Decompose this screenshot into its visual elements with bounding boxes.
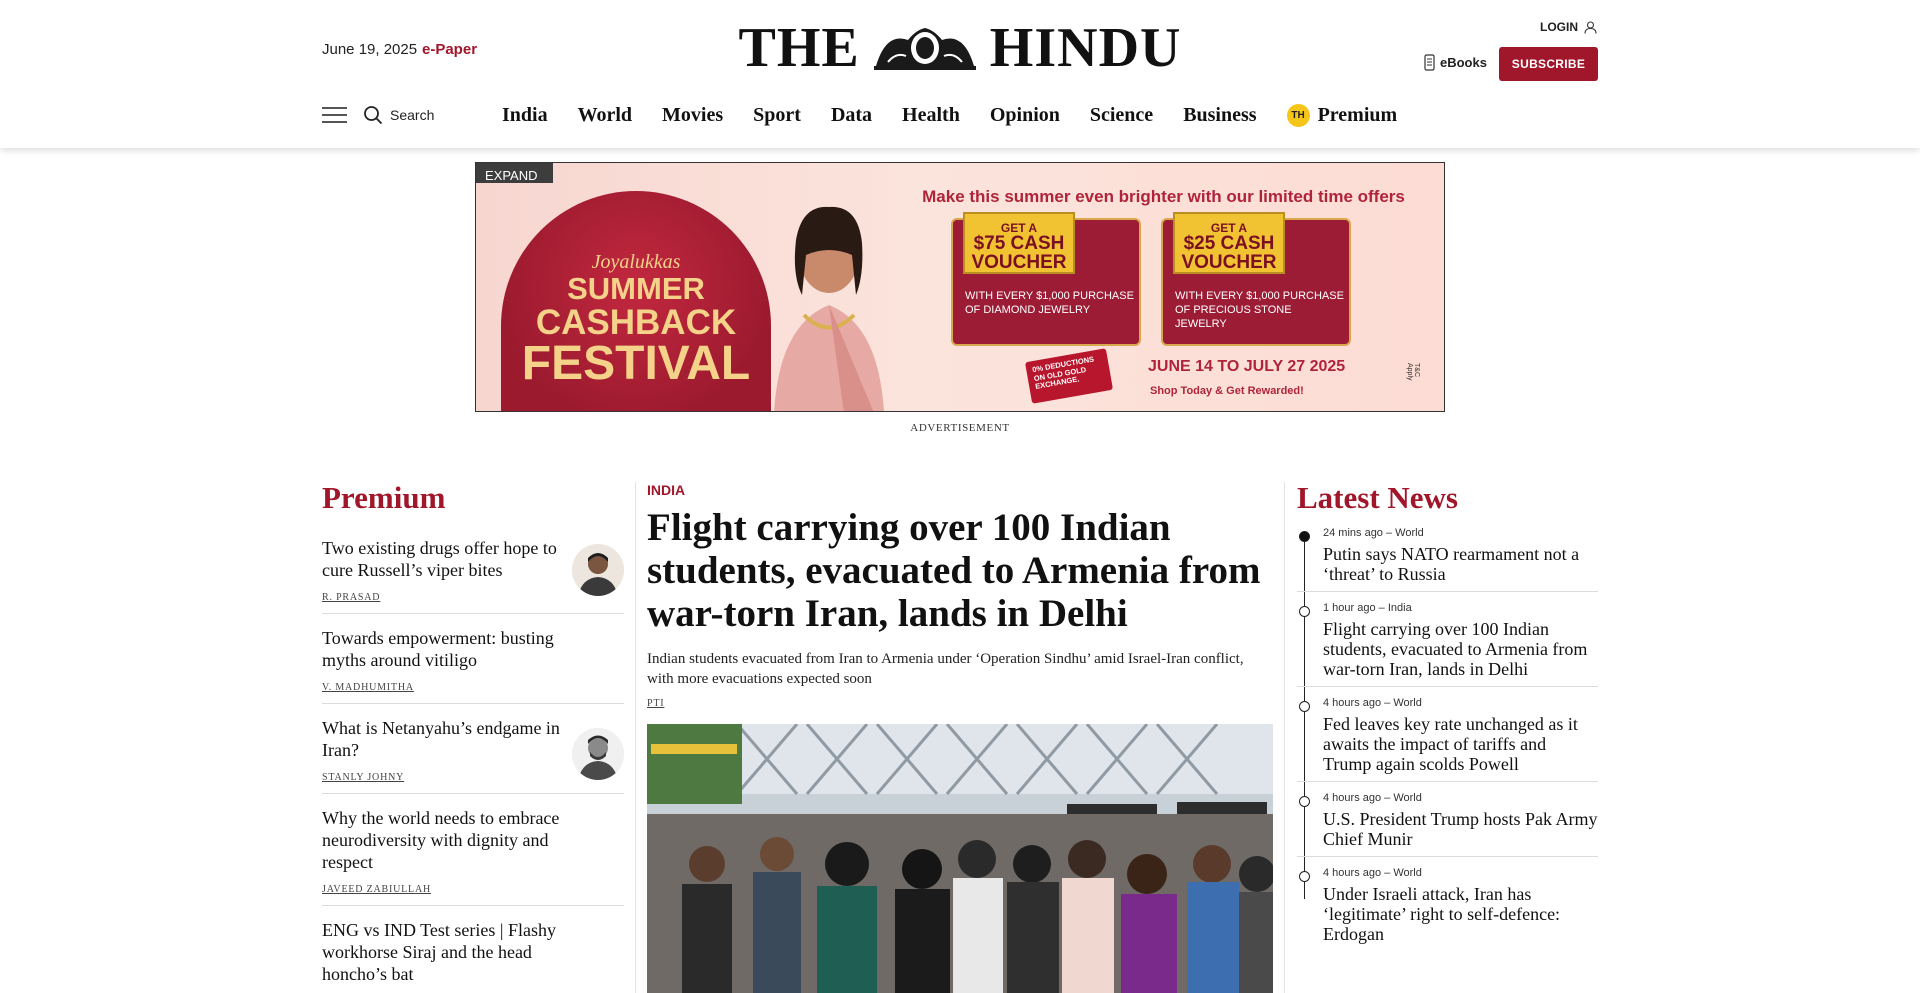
timeline-dot-icon xyxy=(1299,531,1310,542)
premium-article-title[interactable]: Two existing drugs offer hope to cure Russell’s viper bites xyxy=(322,538,557,580)
menu-icon[interactable] xyxy=(322,107,347,123)
site-header xyxy=(0,0,1920,148)
ebooks-link[interactable] xyxy=(1424,54,1487,71)
nav-premium-label: Premium xyxy=(1317,103,1398,126)
timeline-dot-icon xyxy=(1299,796,1310,807)
news-meta: 24 mins ago – World xyxy=(1323,527,1424,539)
lead-photo xyxy=(647,724,1273,993)
premium-section xyxy=(322,480,624,993)
ad-tagline: Make this summer even brighter with our limited time offers xyxy=(922,187,1405,206)
user-icon xyxy=(1584,21,1597,34)
nav-data[interactable]: Data xyxy=(830,103,873,126)
current-date: June 19, 2025 xyxy=(322,41,418,58)
epaper-link[interactable]: e-Paper xyxy=(422,41,478,58)
news-title[interactable]: U.S. President Trump hosts Pak Army Chief Munir xyxy=(1323,809,1598,849)
premium-article-author[interactable]: R. PRASAD xyxy=(322,592,381,603)
nav-premium[interactable] xyxy=(1287,104,1398,127)
timeline-dot-icon xyxy=(1299,701,1310,712)
news-title[interactable]: Fed leaves key rate unchanged as it awaits the impact of tariffs and Trump again scolds Powell xyxy=(1323,714,1578,774)
premium-article xyxy=(322,704,624,794)
premium-article xyxy=(322,906,624,993)
nav-health[interactable]: Health xyxy=(902,103,960,126)
search-label: Search xyxy=(390,107,435,123)
ad-terms: T&C Apply xyxy=(1406,363,1420,381)
premium-article-author[interactable]: JAVEED ZABIULLAH xyxy=(322,884,431,895)
ad-dates: JUNE 14 TO JULY 27 2025 xyxy=(1148,358,1346,375)
latest-news-item xyxy=(1297,697,1598,782)
nav-world[interactable]: World xyxy=(577,103,633,126)
voucher-25-top: GET A xyxy=(1210,221,1248,235)
news-meta: 4 hours ago – World xyxy=(1323,697,1422,709)
lead-headline[interactable]: Flight carrying over 100 Indian students, evacuated to Armenia from war-torn Iran, lands in Delhi xyxy=(647,506,1261,635)
latest-news-list xyxy=(1297,527,1598,951)
timeline-dot-icon xyxy=(1299,606,1310,617)
news-title[interactable]: Flight carrying over 100 Indian students, evacuated to Armenia from war-torn Iran, lands in Delhi xyxy=(1323,619,1588,679)
news-meta: 4 hours ago – World xyxy=(1323,867,1422,879)
search-button[interactable] xyxy=(363,105,434,125)
voucher-25-word: VOUCHER xyxy=(1181,252,1277,273)
subscribe-button[interactable]: SUBSCRIBE xyxy=(1499,47,1598,81)
avatar-image xyxy=(572,544,624,596)
premium-article-author[interactable]: V. MADHUMITHA xyxy=(322,682,414,693)
emblem-icon xyxy=(866,22,984,74)
ad-ribbon: 0% DEDUCTIONS ON OLD GOLD EXCHANGE. xyxy=(1025,348,1113,404)
nav-science[interactable]: Science xyxy=(1089,103,1154,126)
ad-brand: Joyalukkas xyxy=(591,251,681,273)
ebook-icon xyxy=(1424,54,1435,71)
premium-article xyxy=(322,794,624,906)
latest-news-item xyxy=(1297,527,1598,592)
lead-source[interactable]: PTI xyxy=(647,698,665,709)
ad-fest-line3: FESTIVAL xyxy=(521,337,751,391)
voucher-75-word: VOUCHER xyxy=(971,252,1067,273)
logo-word-hindu: HINDU xyxy=(989,17,1182,79)
nav-business[interactable]: Business xyxy=(1183,103,1257,126)
premium-article xyxy=(322,524,624,614)
voucher-25 xyxy=(1161,218,1351,346)
premium-list xyxy=(322,524,624,993)
news-meta: 1 hour ago – India xyxy=(1323,602,1412,614)
voucher-75 xyxy=(951,218,1141,346)
login-link[interactable] xyxy=(1540,20,1597,34)
main-nav xyxy=(502,100,1427,130)
logo-word-the: THE xyxy=(738,17,860,79)
avatar-image xyxy=(572,728,624,780)
login-label: LOGIN xyxy=(1540,20,1578,34)
premium-article-title[interactable]: What is Netanyahu’s endgame in Iran? xyxy=(322,718,560,760)
nav-india[interactable]: India xyxy=(502,103,548,126)
lead-story xyxy=(647,482,1273,993)
premium-article-author[interactable]: STANLY JOHNY xyxy=(322,772,405,783)
timeline-dot-icon xyxy=(1299,871,1310,882)
premium-article-title[interactable]: Towards empowerment: busting myths around vitiligo xyxy=(322,628,554,670)
premium-heading[interactable]: Premium xyxy=(322,480,446,515)
lead-image[interactable] xyxy=(647,724,1273,993)
latest-news-item xyxy=(1297,792,1598,857)
column-divider xyxy=(1284,482,1285,993)
story-section-label[interactable]: INDIA xyxy=(647,482,686,498)
premium-article-title[interactable]: Why the world needs to embrace neurodiversity with dignity and respect xyxy=(322,808,560,872)
nav-sport[interactable]: Sport xyxy=(753,103,801,126)
ad-shop-text: Shop Today & Get Rewarded! xyxy=(1150,385,1304,397)
th-premium-icon: TH xyxy=(1287,104,1310,127)
latest-news-item xyxy=(1297,602,1598,687)
column-divider xyxy=(635,482,636,993)
voucher-75-amount: $75 CASH xyxy=(973,233,1065,254)
premium-article-title[interactable]: ENG vs IND Test series | Flashy workhorse Siraj and the head honcho’s bat xyxy=(322,920,556,984)
search-icon xyxy=(363,105,383,125)
latest-news-item xyxy=(1297,867,1598,951)
news-title[interactable]: Under Israeli attack, Iran has ‘legitimate’ right to self-defence: Erdogan xyxy=(1323,884,1561,944)
voucher-75-text: WITH EVERY $1,000 PURCHASE OF DIAMOND JEWELRY xyxy=(965,290,1134,316)
voucher-75-head xyxy=(963,212,1075,274)
premium-article xyxy=(322,614,624,704)
author-avatar xyxy=(572,544,624,596)
voucher-75-top: GET A xyxy=(1000,221,1038,235)
nav-movies[interactable]: Movies xyxy=(662,103,724,126)
lead-summary: Indian students evacuated from Iran to Armenia under ‘Operation Sindhu’ amid Israel-Iran conflict, with more evacuations expected soon xyxy=(647,651,1244,687)
advertisement-label: ADVERTISEMENT xyxy=(910,422,1010,434)
author-avatar xyxy=(572,728,624,780)
ad-model-image xyxy=(734,185,924,412)
latest-news-heading[interactable]: Latest News xyxy=(1297,480,1458,515)
advertisement-banner[interactable] xyxy=(475,162,1445,412)
the-hindu-logo[interactable] xyxy=(720,17,1200,79)
news-title[interactable]: Putin says NATO rearmament not a ‘threat’ to Russia xyxy=(1323,544,1580,584)
news-meta: 4 hours ago – World xyxy=(1323,792,1422,804)
utility-nav xyxy=(322,100,434,130)
ad-festival-title xyxy=(501,273,771,389)
nav-opinion[interactable]: Opinion xyxy=(989,103,1060,126)
voucher-25-amount: $25 CASH xyxy=(1183,233,1275,254)
voucher-25-head xyxy=(1173,212,1285,274)
expand-ad-button[interactable]: EXPAND xyxy=(476,163,553,183)
ad-fest-line2: CASHBACK xyxy=(535,302,737,342)
ebooks-label: eBooks xyxy=(1440,55,1487,70)
voucher-25-text: WITH EVERY $1,000 PURCHASE OF PRECIOUS STONE JEWELRY xyxy=(1175,290,1344,330)
latest-news-section xyxy=(1297,480,1598,961)
ad-fest-line1: SUMMER xyxy=(567,271,705,306)
